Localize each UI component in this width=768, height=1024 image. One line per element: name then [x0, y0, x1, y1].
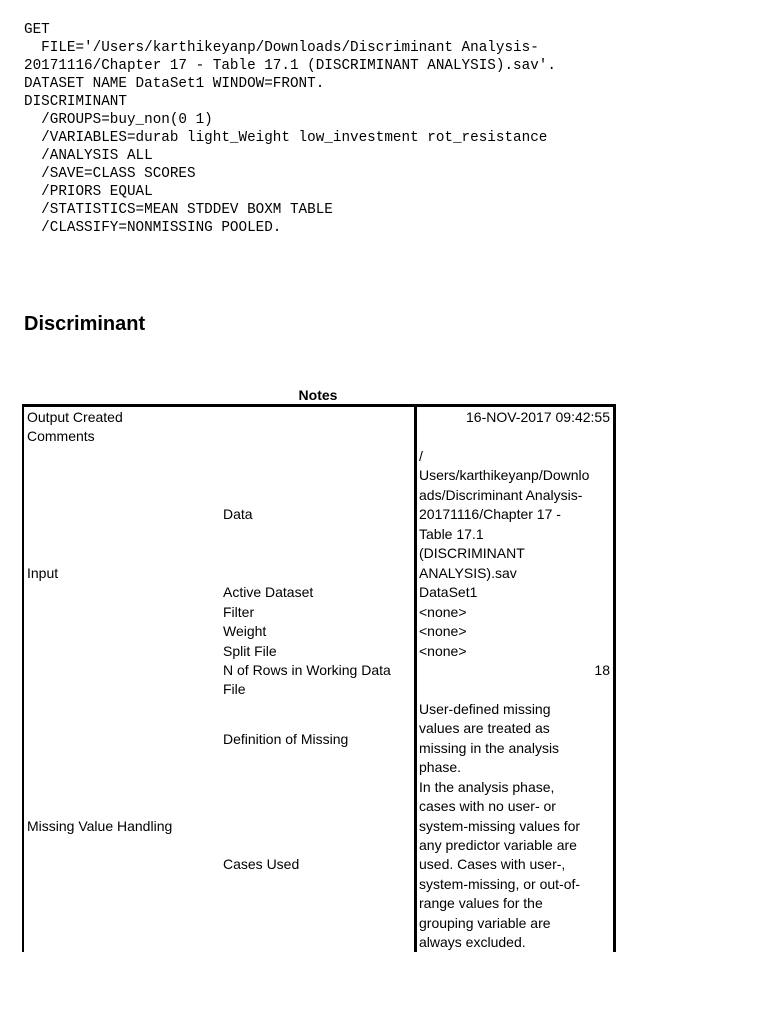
cases-used-value-line: used. Cases with user-,: [419, 856, 566, 872]
n-rows-label-line: File: [223, 681, 246, 697]
data-value-line: ANALYSIS).sav: [419, 565, 517, 581]
syntax-block: [24, 21, 556, 237]
syntax-line: /PRIORS EQUAL: [24, 184, 153, 200]
comments-label: Comments: [27, 428, 95, 444]
cases-used-value-line: system-missing values for: [419, 818, 581, 834]
syntax-line: DISCRIMINANT: [24, 94, 127, 110]
filter-value: <none>: [419, 604, 467, 620]
missing-value-handling-label: Missing Value Handling: [27, 818, 173, 834]
table-left-border: [22, 404, 24, 952]
definition-value-line: User-defined missing: [419, 701, 551, 717]
syntax-line: /CLASSIFY=NONMISSING POOLED.: [24, 220, 282, 236]
cases-used-value-line: range values for the: [419, 895, 543, 911]
output-created-value: 16-NOV-2017 09:42:55: [466, 409, 610, 425]
syntax-line: GET: [24, 22, 50, 38]
weight-value: <none>: [419, 623, 467, 639]
cases-used-value-line: grouping variable are: [419, 915, 551, 931]
syntax-line: /VARIABLES=durab light_Weight low_investment rot_resistance: [24, 130, 548, 146]
active-dataset-label: Active Dataset: [223, 584, 314, 600]
data-value-line: Users/karthikeyanp/Downlo: [419, 467, 590, 483]
cases-used-value-line: any predictor variable are: [419, 837, 577, 853]
input-group-label: Input: [27, 565, 59, 581]
data-value-line: 20171116/Chapter 17 -: [419, 506, 561, 522]
filter-label: Filter: [223, 604, 255, 620]
table-right-border: [613, 404, 616, 952]
output-created-label: Output Created: [27, 409, 123, 425]
n-rows-value: 18: [594, 662, 610, 678]
data-label: Data: [223, 506, 253, 522]
notes-table-title: Notes: [298, 387, 338, 403]
syntax-line: /STATISTICS=MEAN STDDEV BOXM TABLE: [24, 202, 333, 218]
syntax-line: FILE='/Users/karthikeyanp/Downloads/Discriminant Analysis-: [24, 40, 539, 56]
notes-table: [22, 404, 616, 952]
definition-of-missing-label: Definition of Missing: [223, 731, 349, 747]
syntax-line: /SAVE=CLASS SCORES: [24, 166, 196, 182]
data-value-line: ads/Discriminant Analysis-: [419, 487, 583, 503]
data-value-line: /: [419, 448, 423, 464]
split-file-label: Split File: [223, 643, 277, 659]
cases-used-value-line: In the analysis phase,: [419, 779, 555, 795]
syntax-line: DATASET NAME DataSet1 WINDOW=FRONT.: [24, 76, 325, 92]
cases-used-value-line: always excluded.: [419, 934, 526, 950]
active-dataset-value: DataSet1: [419, 584, 478, 600]
syntax-line: /ANALYSIS ALL: [24, 148, 153, 164]
cases-used-value-line: system-missing, or out-of-: [419, 876, 581, 892]
data-value-line: (DISCRIMINANT: [419, 545, 525, 561]
n-rows-label-line: N of Rows in Working Data: [223, 662, 391, 678]
syntax-line: 20171116/Chapter 17 - Table 17.1 (DISCRIMINANT ANALYSIS).sav'.: [24, 58, 556, 74]
weight-label: Weight: [223, 623, 267, 639]
cases-used-value-line: cases with no user- or: [419, 798, 556, 814]
cases-used-label: Cases Used: [223, 856, 300, 872]
definition-value-line: missing in the analysis: [419, 740, 560, 756]
definition-value-line: values are treated as: [419, 720, 550, 736]
table-top-border: [22, 404, 616, 407]
section-heading: Discriminant: [24, 313, 146, 335]
definition-value-line: phase.: [419, 759, 462, 775]
table-column-divider: [414, 404, 417, 952]
syntax-line: /GROUPS=buy_non(0 1): [24, 112, 213, 128]
split-file-value: <none>: [419, 643, 467, 659]
data-value-line: Table 17.1: [419, 526, 484, 542]
